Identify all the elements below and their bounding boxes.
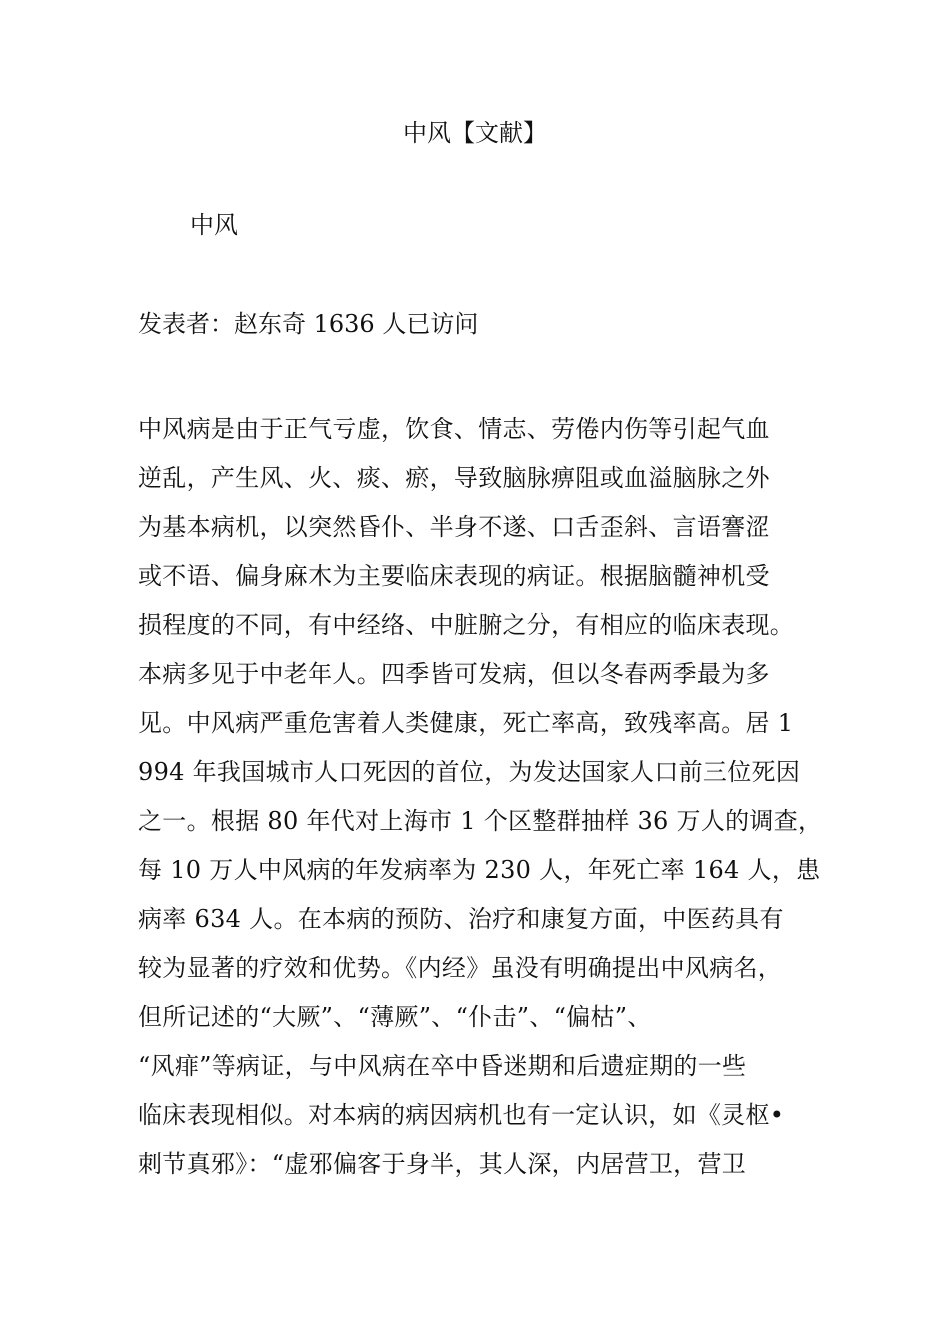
author-meta: 发表者：赵东奇 1636 人已访问 (138, 310, 479, 338)
text-line: 较为显著的疗效和优势。《内经》虽没有明确提出中风病名， (138, 954, 783, 982)
text-line: 病率 634 人。在本病的预防、治疗和康复方面，中医药具有 (138, 905, 784, 933)
text-line: 逆乱，产生风、火、痰、瘀，导致脑脉痹阻或血溢脑脉之外 (138, 464, 770, 492)
text-line: 损程度的不同，有中经络、中脏腑之分，有相应的临床表现。 (138, 611, 795, 639)
text-line: 中风病是由于正气亏虚，饮食、情志、劳倦内伤等引起气血 (138, 415, 770, 443)
text-line: 或不语、偏身麻木为主要临床表现的病证。根据脑髓神机受 (138, 562, 770, 590)
text-line: 见。中风病严重危害着人类健康，死亡率高，致残率高。居 1 (138, 709, 794, 737)
document-title: 中风【文献】 (403, 119, 547, 147)
text-line: 每 10 万人中风病的年发病率为 230 人，年死亡率 164 人，患 (138, 856, 821, 884)
text-line: 但所记述的“大厥”、“薄厥”、“仆击”、“偏枯”、 (138, 1003, 652, 1031)
text-line: 本病多见于中老年人。四季皆可发病，但以冬春两季最为多 (138, 660, 770, 688)
text-line: 为基本病机，以突然昏仆、半身不遂、口舌歪斜、言语謇涩 (138, 513, 770, 541)
text-line: “风痱”等病证，与中风病在卒中昏迷期和后遗症期的一些 (138, 1052, 747, 1080)
section-heading: 中风 (190, 211, 238, 239)
text-line: 刺节真邪》：“虚邪偏客于身半，其人深，内居营卫，营卫 (138, 1150, 747, 1178)
text-line: 之一。根据 80 年代对上海市 1 个区整群抽样 36 万人的调查， (138, 807, 823, 835)
text-line: 994 年我国城市人口死因的首位，为发达国家人口前三位死因 (138, 758, 801, 786)
text-line: 临床表现相似。对本病的病因病机也有一定认识，如《灵枢• (138, 1101, 785, 1129)
body-paragraph (138, 405, 823, 1189)
